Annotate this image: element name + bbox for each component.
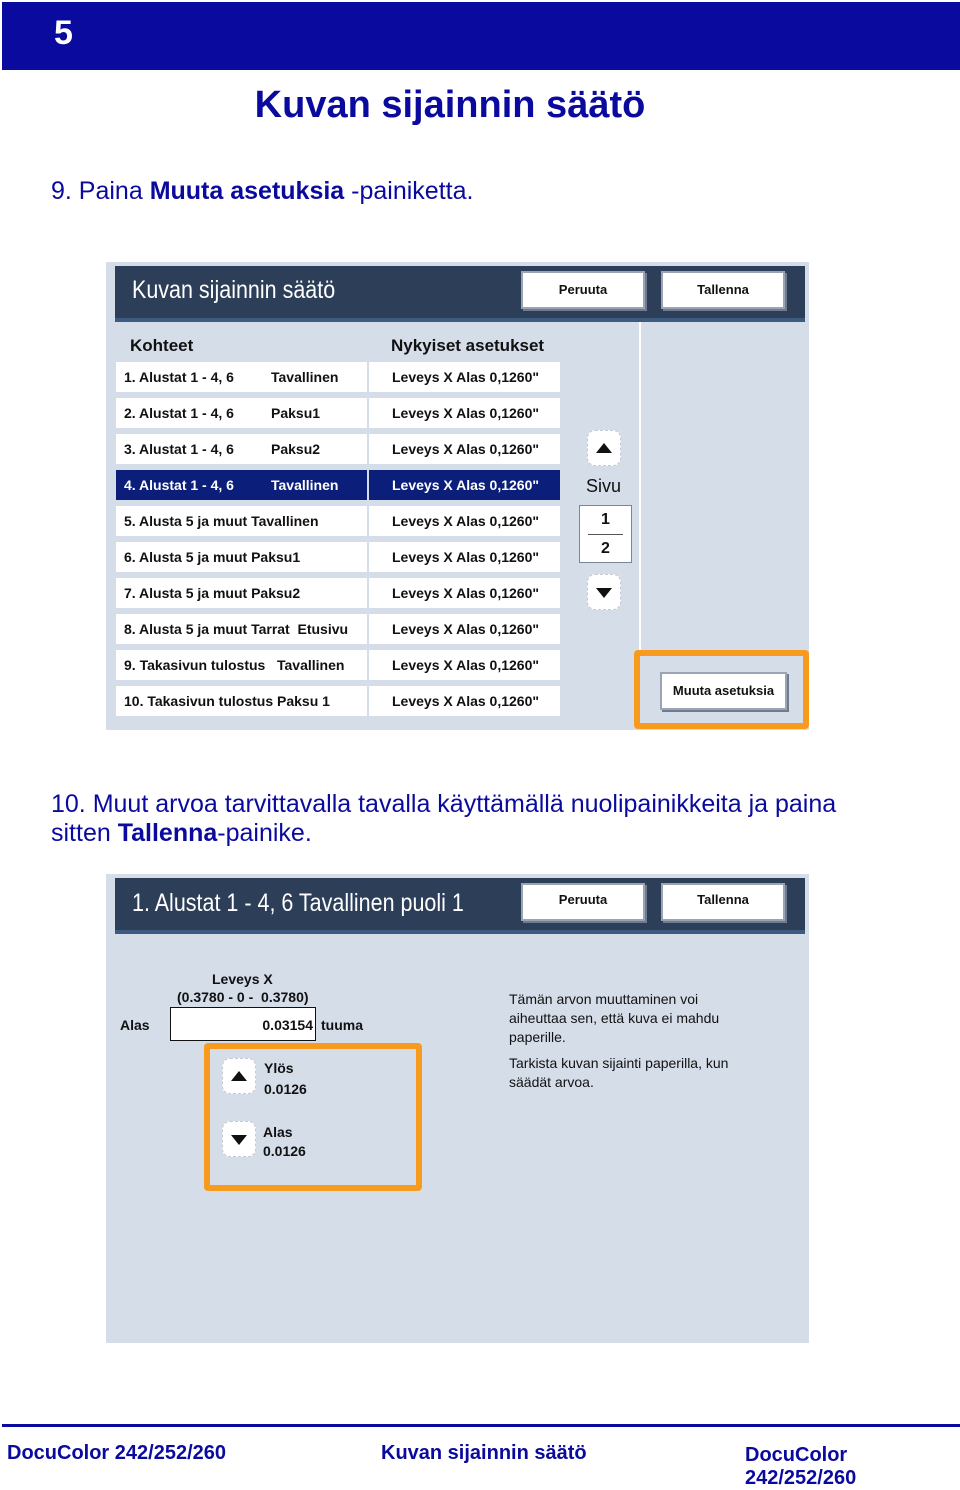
- item-value: Leveys X Alas 0,1260": [369, 542, 560, 572]
- range-label: (0.3780 - 0 - 0.3780): [177, 989, 309, 1005]
- item-name: 6. Alusta 5 ja muut Paksu1: [124, 549, 301, 565]
- item-name-cell: [116, 470, 367, 500]
- value-text: 0.03154: [262, 1017, 313, 1033]
- footer-center: Kuvan sijainnin säätö: [381, 1442, 587, 1464]
- step-9-number: 9. Paina: [51, 177, 150, 205]
- down-step: 0.0126: [263, 1143, 306, 1159]
- item-type: Paksu2: [271, 441, 321, 457]
- item-name: 2. Alustat 1 - 4, 6: [124, 405, 234, 421]
- list-item[interactable]: [116, 362, 562, 398]
- footer-right: DocuColor 242/252/260: [745, 1444, 857, 1489]
- item-value: Leveys X Alas 0,1260": [369, 614, 560, 644]
- item-type: Tavallinen: [271, 369, 339, 385]
- save-button[interactable]: Tallenna: [661, 883, 785, 921]
- settings-column-header: Nykyiset asetukset: [391, 336, 545, 355]
- increase-button[interactable]: [222, 1058, 256, 1094]
- divider: [639, 322, 641, 652]
- direction-label: Alas: [120, 1017, 150, 1033]
- decrease-button[interactable]: [222, 1121, 256, 1157]
- item-type: Tavallinen: [271, 477, 339, 493]
- page-up-button[interactable]: [587, 430, 621, 466]
- step-10-pre: sitten: [51, 819, 118, 847]
- unit-label: tuuma: [321, 1017, 363, 1033]
- step-9-rest: -painiketta.: [344, 177, 474, 205]
- arrow-down-icon: [231, 1135, 247, 1145]
- item-name-cell: [116, 614, 367, 644]
- item-value: Leveys X Alas 0,1260": [369, 398, 560, 428]
- item-value: Leveys X Alas 0,1260": [369, 686, 560, 716]
- item-name: 9. Takasivun tulostus Tavallinen: [124, 657, 345, 673]
- item-name: 10. Takasivun tulostus Paksu 1: [124, 693, 330, 709]
- item-value: Leveys X Alas 0,1260": [369, 650, 560, 680]
- item-value: Leveys X Alas 0,1260": [369, 362, 560, 392]
- item-name: 8. Alusta 5 ja muut Tarrat Etusivu: [124, 621, 349, 637]
- arrow-down-icon: [596, 588, 612, 598]
- list-item[interactable]: [116, 434, 562, 470]
- value-field[interactable]: [170, 1007, 316, 1041]
- width-label: Leveys X: [212, 971, 273, 987]
- step-10-post: -painike.: [217, 819, 312, 847]
- arrow-up-icon: [596, 443, 612, 453]
- up-label: Ylös: [264, 1060, 294, 1076]
- page-total: 2: [601, 540, 610, 557]
- item-name-cell: [116, 578, 367, 608]
- item-name: 5. Alusta 5 ja muut Tavallinen: [124, 513, 319, 529]
- item-value: Leveys X Alas 0,1260": [369, 506, 560, 536]
- list-item[interactable]: [116, 578, 562, 614]
- save-button[interactable]: Tallenna: [661, 271, 785, 309]
- item-name-cell: [116, 398, 367, 428]
- item-value: Leveys X Alas 0,1260": [369, 434, 560, 464]
- item-name-cell: [116, 542, 367, 572]
- list-item[interactable]: [116, 686, 562, 722]
- screen-1-title: Kuvan sijainnin säätö: [132, 276, 336, 304]
- item-name: 3. Alustat 1 - 4, 6: [124, 441, 234, 457]
- screen-2-title: 1. Alustat 1 - 4, 6 Tavallinen puoli 1: [132, 889, 464, 917]
- item-name: 7. Alusta 5 ja muut Paksu2: [124, 585, 301, 601]
- page-down-button[interactable]: [587, 574, 621, 610]
- page-indicator: [579, 505, 632, 563]
- page-separator: [588, 534, 623, 535]
- list-item[interactable]: [116, 542, 562, 578]
- item-name-cell: [116, 362, 367, 392]
- step-9-bold: Muuta asetuksia: [149, 177, 345, 205]
- note-1: Tämän arvon muuttaminen voi aiheuttaa sen, että kuva ei mahdu paperille.: [509, 991, 720, 1045]
- list-item[interactable]: [116, 614, 562, 650]
- item-value: Leveys X Alas 0,1260": [369, 470, 560, 500]
- list-item[interactable]: [116, 506, 562, 542]
- item-name-cell: [116, 686, 367, 716]
- items-column-header: Kohteet: [130, 336, 194, 355]
- item-name-cell: [116, 434, 367, 464]
- item-name: 4. Alustat 1 - 4, 6: [124, 477, 234, 493]
- change-settings-button[interactable]: Muuta asetuksia: [660, 672, 787, 710]
- page-current: 1: [601, 511, 610, 528]
- step-10-line-1: 10. Muut arvoa tarvittavalla tavalla käyttämällä nuolipainikkeita ja paina: [51, 790, 837, 818]
- item-name-cell: [116, 506, 367, 536]
- down-label: Alas: [263, 1124, 293, 1140]
- item-type: Paksu1: [271, 405, 321, 421]
- list-item-selected[interactable]: [116, 470, 562, 506]
- step-9-text: [51, 177, 473, 206]
- cancel-button[interactable]: Peruuta: [521, 883, 645, 921]
- cancel-button[interactable]: Peruuta: [521, 271, 645, 309]
- footer-rule: [2, 1424, 960, 1427]
- up-step: 0.0126: [264, 1081, 307, 1097]
- step-10-bold: Tallenna: [117, 819, 218, 847]
- item-value: Leveys X Alas 0,1260": [369, 578, 560, 608]
- chapter-bar: [2, 2, 960, 70]
- arrow-up-icon: [231, 1071, 247, 1081]
- list-item[interactable]: [116, 398, 562, 434]
- note-2: Tarkista kuvan sijainti paperilla, kun säädät arvoa.: [509, 1055, 729, 1090]
- settings-list: [116, 362, 562, 722]
- page-title: Kuvan sijainnin säätö: [254, 84, 646, 126]
- chapter-number: 5: [54, 14, 73, 52]
- item-name: 1. Alustat 1 - 4, 6: [124, 369, 234, 385]
- footer-left: DocuColor 242/252/260: [7, 1442, 226, 1464]
- list-item[interactable]: [116, 650, 562, 686]
- item-name-cell: [116, 650, 367, 680]
- page-label: Sivu: [586, 476, 622, 496]
- step-10-line-2: [51, 819, 312, 848]
